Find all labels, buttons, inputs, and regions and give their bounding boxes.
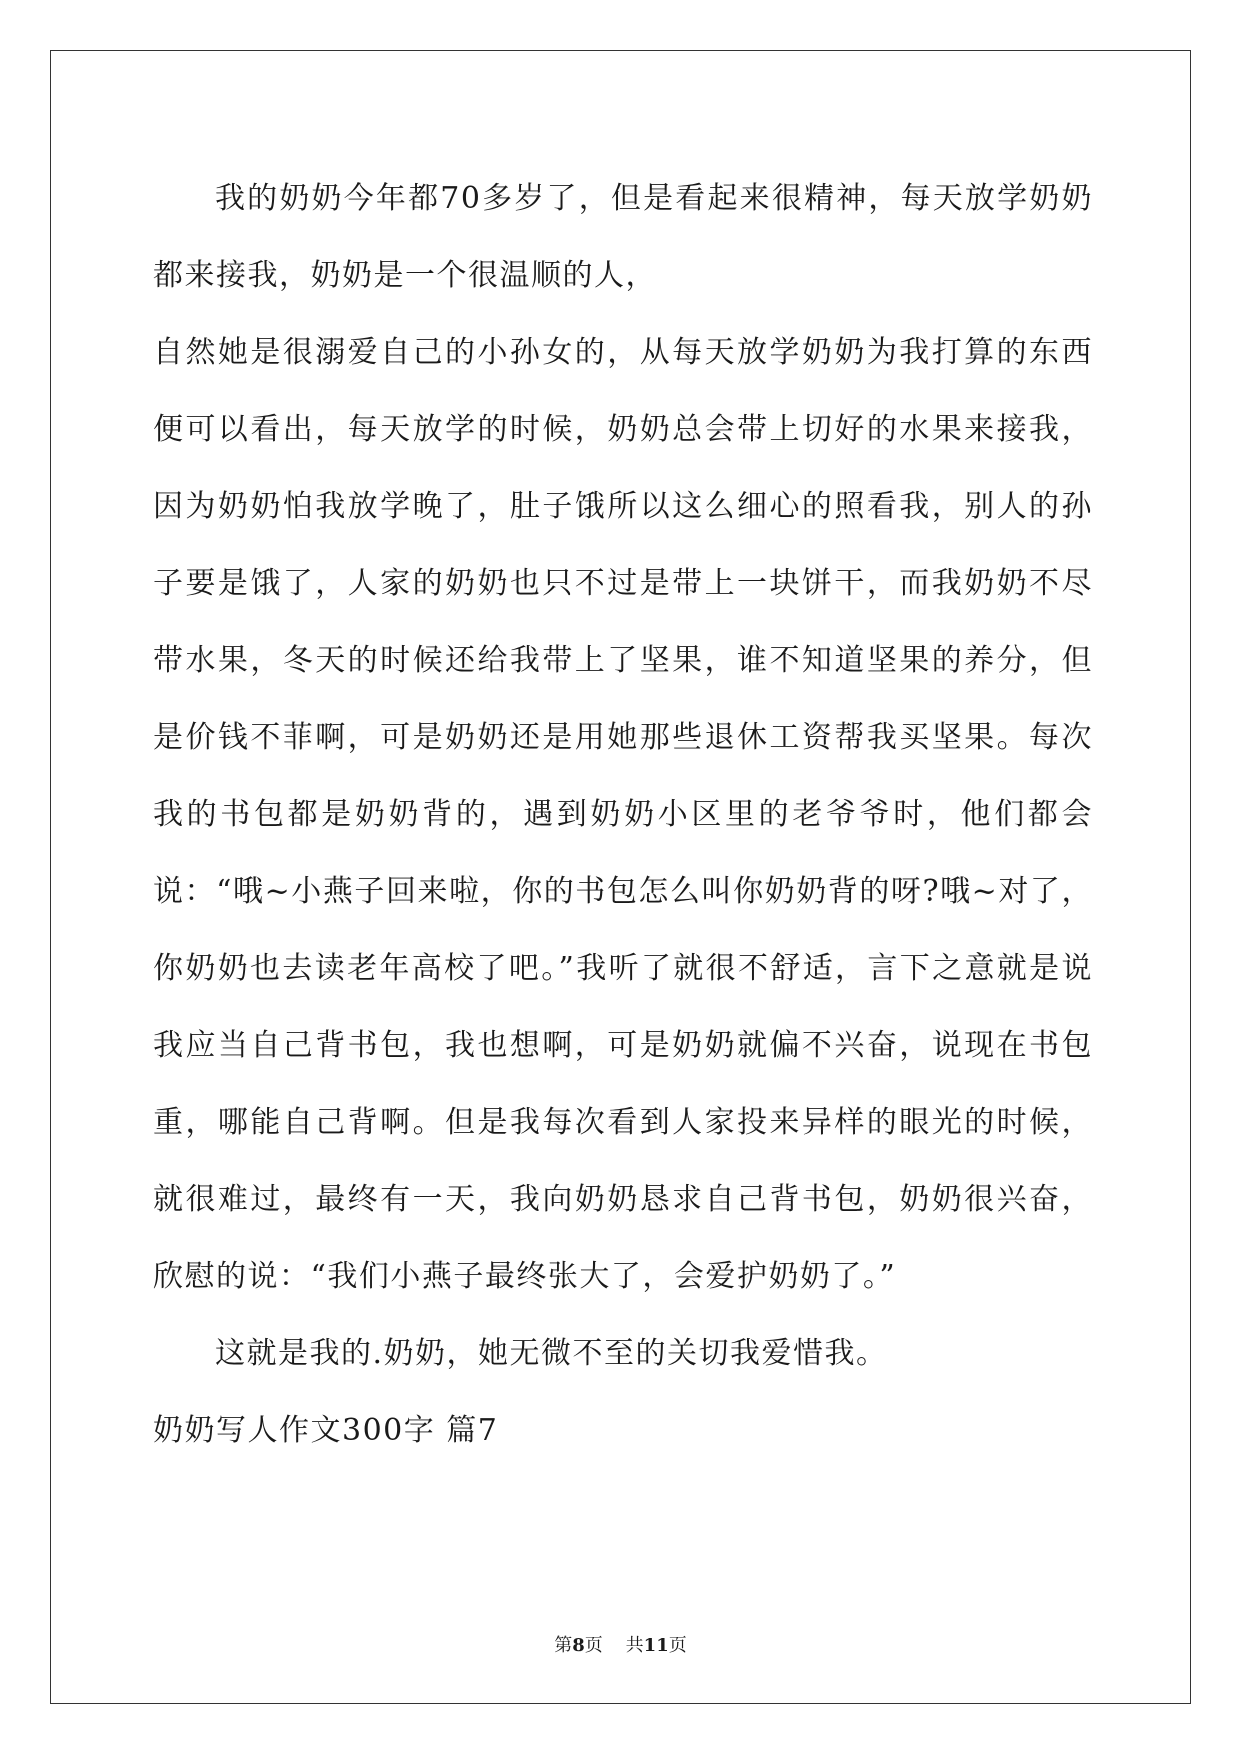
section-heading: 奶奶写人作文300字 篇7 xyxy=(153,1413,499,1448)
paragraph-2: 自然她是很溺爱自己的小孙女的，从每天放学奶奶为我打算的东西便可以看出，每天放学的时候，奶奶总会带上切好的水果来接我，因为奶奶怕我放学晚了，肚子饿所以这么细心的照看我，别人的孙子要是饿了，人家的奶奶也只不过是带上一块饼干，而我奶奶不尽带水果，冬天的时候还给我带上了坚果，谁不知道坚果的养分，但是价钱不菲啊，可是奶奶还是用她那些退休工资帮我买坚果。每次我的书包都是奶奶背的，遇到奶奶小区里的老爷爷时，他们都会说：“哦~小燕子回来啦，你的书包怎么叫你奶奶背的呀?哦~对了，你奶奶也去读老年高校了吧。”我听了就很不舒适，言下之意就是说我应当自己背书包，我也想啊，可是奶奶就偏不兴奋，说现在书包重，哪能自己背啊。但是我每次看到人家投来异样的眼光的时候，就很难过，最终有一天，我向奶奶恳求自己背书包，奶奶很兴奋，欣慰的说：“我们小燕子最终张大了，会爱护奶奶了。” xyxy=(153,335,1093,1294)
footer-page-number: 8 xyxy=(572,1635,585,1656)
footer-suffix: 页 xyxy=(668,1635,687,1656)
footer-middle: 页 共 xyxy=(584,1635,644,1656)
paragraph-3: 这就是我的.奶奶，她无微不至的关切我爱惜我。 xyxy=(215,1336,888,1371)
paragraph-1: 我的奶奶今年都70多岁了，但是看起来很精神，每天放学奶奶都来接我，奶奶是一个很温顺的人， xyxy=(153,181,1093,293)
footer-total-pages: 11 xyxy=(643,1635,669,1656)
document-body xyxy=(153,160,1093,1469)
page-footer xyxy=(0,1634,1241,1658)
footer-prefix: 第 xyxy=(554,1635,573,1656)
